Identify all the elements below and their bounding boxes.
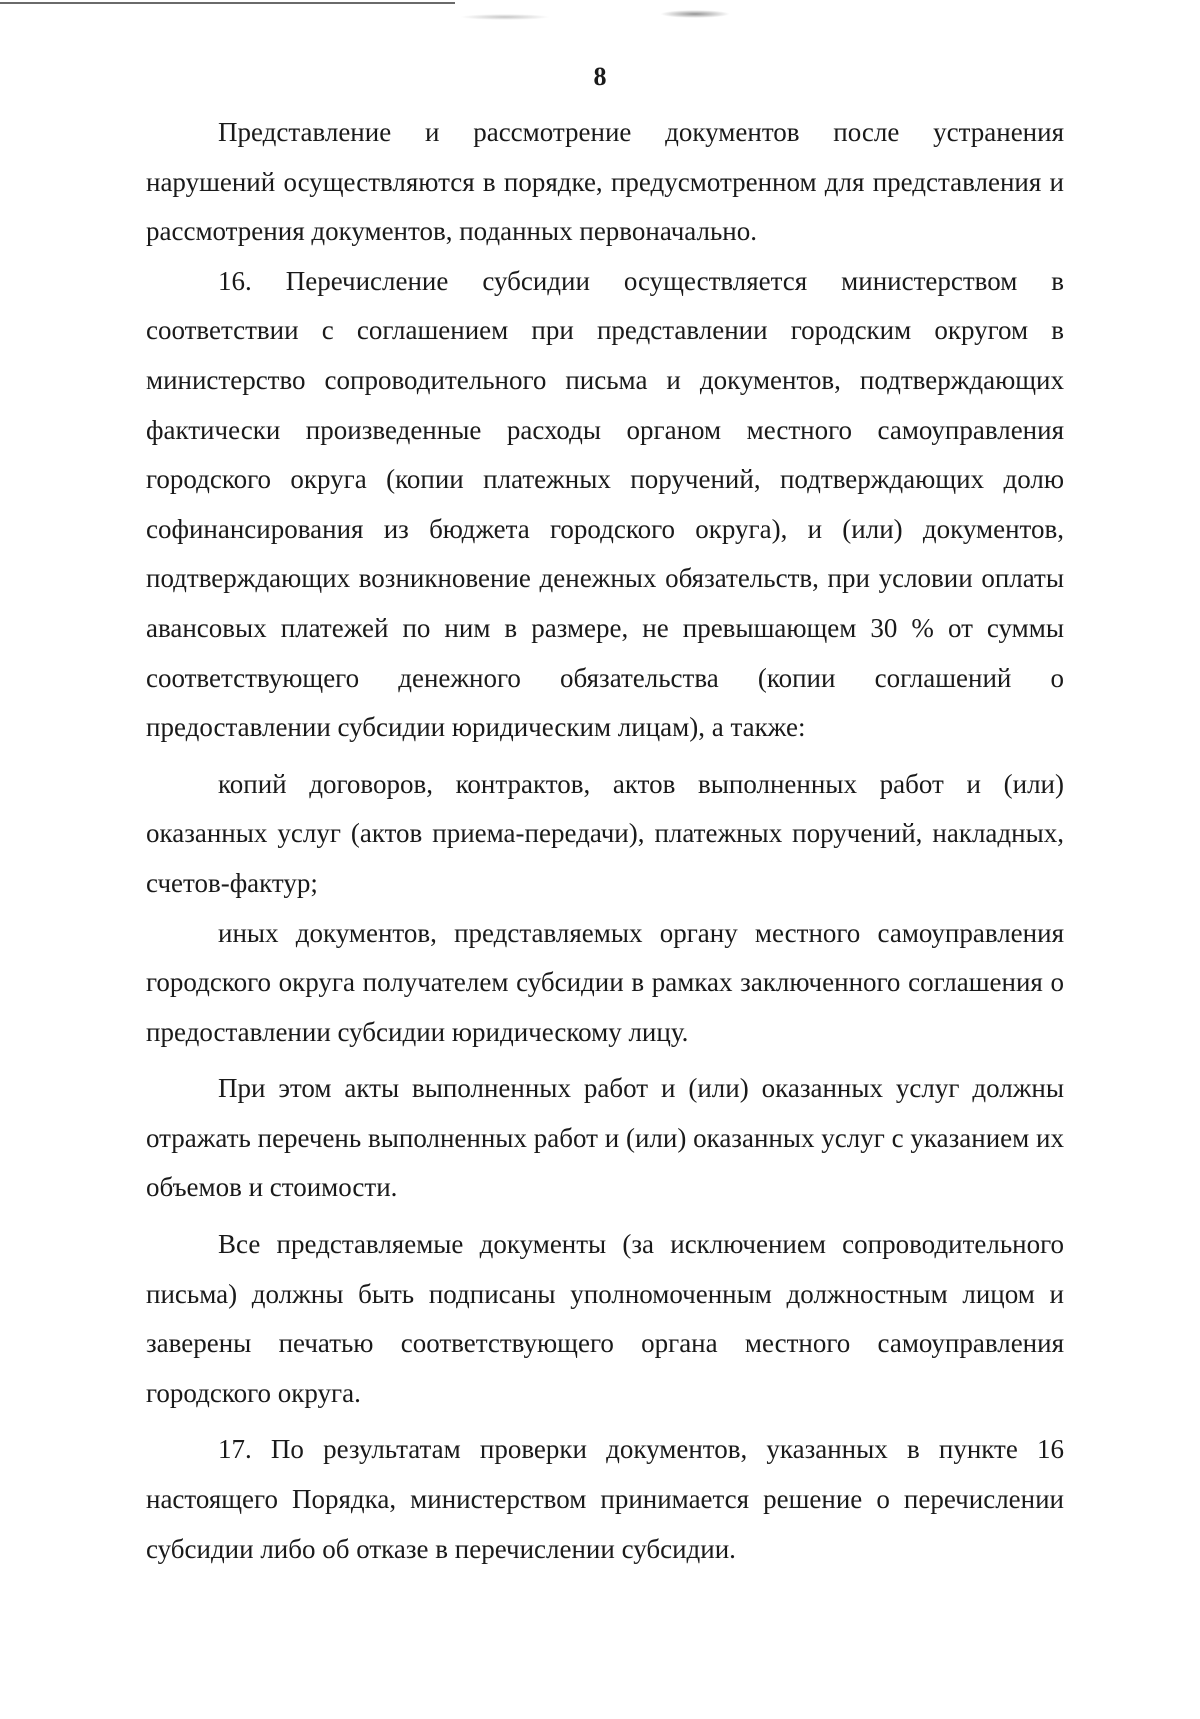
scan-artifact-line bbox=[0, 2, 455, 4]
paragraph-other-documents: иных документов, представляемых органу местного самоуправления городского округа получателем субсидии в рамках заключенного соглашения о предоставлении субсидии юридическому лицу. bbox=[146, 917, 1064, 1047]
paragraph-16-transfer: 16. Перечисление субсидии осуществляется министерством в соответствии с соглашением при представлении городским округом в министерство сопроводительного письма и документов, подтверждающих фактически произведенные расходы органом местного самоуправления городского округа (копии платежных поручений, подтверждающих долю софинансирования из бюджета городского округа), и (или) документов, подтверждающих возникновение денежных обязательств, при условии оплаты авансовых платежей по ним в размере, не превышающем 30 % от суммы соответствующего денежного обязательства (копии соглашений о предоставлении субсидии юридическим лицам), а также: bbox=[146, 265, 1064, 743]
paragraph-acts-requirements: При этом акты выполненных работ и (или) оказанных услуг должны отражать перечень выполненных работ и (или) оказанных услуг с указанием их объемов и стоимости. bbox=[146, 1073, 1064, 1203]
paragraph-17-decision: 17. По результатам проверки документов, указанных в пункте 16 настоящего Порядка, министерством принимается решение о перечислении субсидии либо об отказе в перечислении субсидии. bbox=[146, 1434, 1064, 1564]
page-number: 8 bbox=[593, 62, 607, 91]
scan-artifact-speck bbox=[460, 14, 550, 20]
document-body bbox=[146, 108, 1064, 1574]
paragraph-resubmission: Представление и рассмотрение документов после устранения нарушений осуществляются в порядке, предусмотренном для представления и рассмотрения документов, поданных первоначально. bbox=[146, 117, 1064, 247]
paragraph-signatures: Все представляемые документы (за исключением сопроводительного письма) должны быть подписаны уполномоченным должностным лицом и заверены печатью соответствующего органа местного самоуправления городского округа. bbox=[146, 1229, 1064, 1408]
paragraph-copies-contracts: копий договоров, контрактов, актов выполненных работ и (или) оказанных услуг (актов приема-передачи), платежных поручений, накладных, счетов-фактур; bbox=[146, 768, 1064, 898]
scan-artifact-speck bbox=[660, 10, 730, 18]
